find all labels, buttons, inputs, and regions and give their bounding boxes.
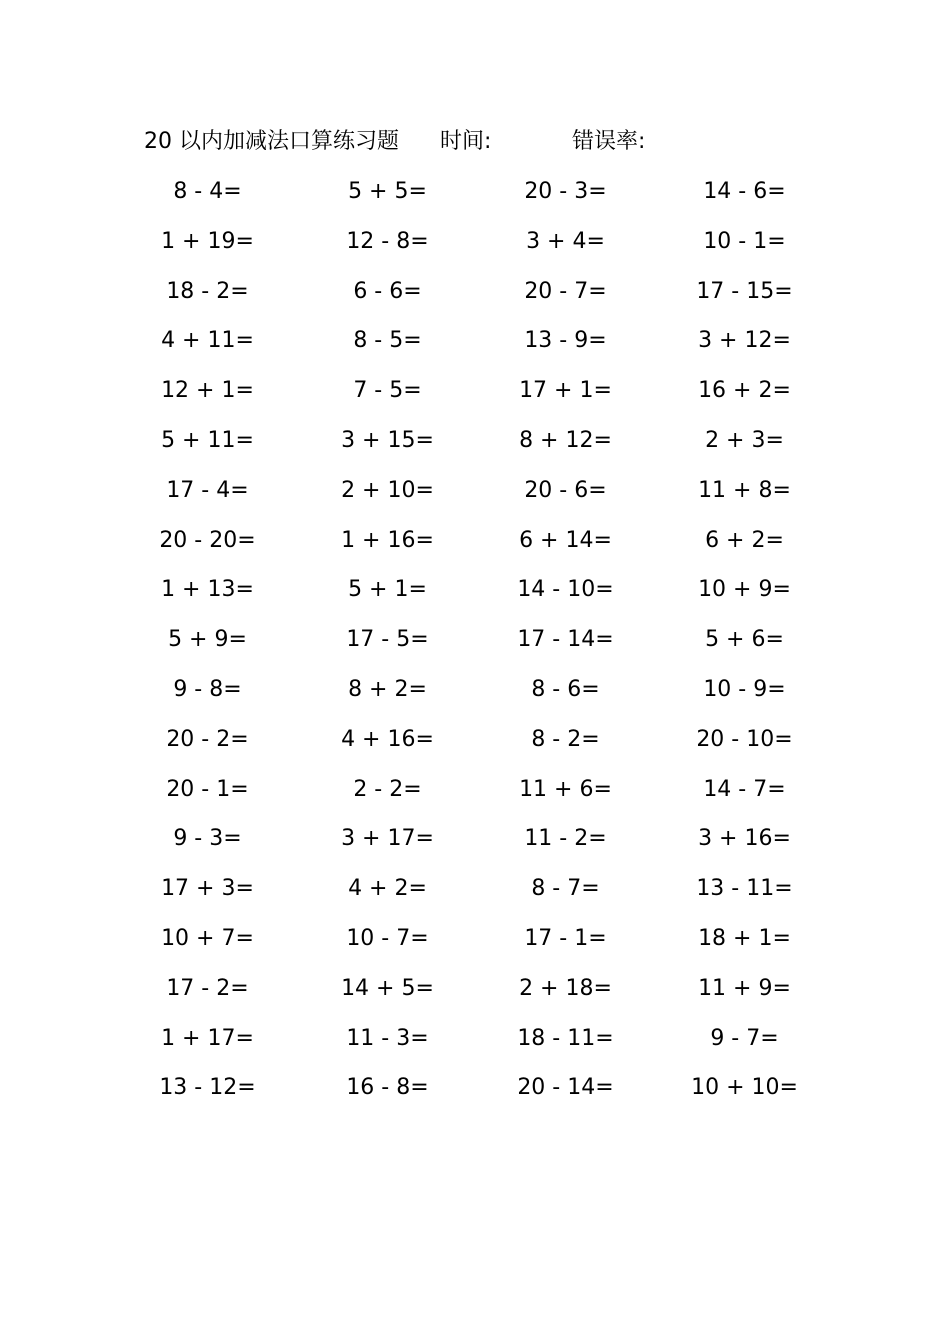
math-problem: 12 - 8= xyxy=(346,228,429,254)
math-problem: 14 - 10= xyxy=(517,577,614,603)
problem-grid xyxy=(120,172,820,1118)
math-problem: 17 - 5= xyxy=(346,627,429,653)
math-problem: 8 + 2= xyxy=(348,676,427,702)
problem-row xyxy=(120,1019,820,1069)
math-problem: 4 + 2= xyxy=(348,876,427,902)
math-problem: 10 + 7= xyxy=(161,925,254,951)
problem-row xyxy=(120,770,820,820)
math-problem: 17 - 1= xyxy=(524,925,607,951)
math-problem: 17 - 14= xyxy=(517,627,614,653)
math-problem: 6 - 6= xyxy=(353,278,422,304)
math-problem: 9 - 8= xyxy=(173,676,242,702)
math-problem: 2 + 10= xyxy=(341,477,434,503)
problem-row xyxy=(120,222,820,272)
math-problem: 20 - 3= xyxy=(524,179,607,204)
math-problem: 20 - 7= xyxy=(524,278,607,304)
math-problem: 7 - 5= xyxy=(353,378,422,404)
math-problem: 10 - 9= xyxy=(703,676,786,702)
math-problem: 1 + 19= xyxy=(161,228,254,254)
math-problem: 5 + 1= xyxy=(348,577,427,603)
math-problem: 1 + 17= xyxy=(161,1025,254,1051)
math-problem: 11 - 2= xyxy=(524,826,607,852)
math-problem: 18 - 11= xyxy=(517,1025,614,1051)
math-problem: 14 + 5= xyxy=(341,975,434,1001)
math-problem: 13 - 9= xyxy=(524,328,607,354)
problem-row xyxy=(120,919,820,969)
math-problem: 14 - 7= xyxy=(703,776,786,802)
math-problem: 6 + 2= xyxy=(705,527,784,553)
math-problem: 3 + 15= xyxy=(341,427,434,453)
math-problem: 2 + 3= xyxy=(705,427,784,453)
problem-row xyxy=(120,819,820,869)
math-problem: 17 - 2= xyxy=(166,975,249,1001)
math-problem: 8 - 2= xyxy=(531,726,600,752)
worksheet-title: 20 以内加减法口算练习题 xyxy=(144,129,399,154)
math-problem: 6 + 14= xyxy=(519,527,612,553)
math-problem: 20 - 20= xyxy=(159,527,256,553)
math-problem: 10 - 7= xyxy=(346,925,429,951)
math-problem: 8 + 12= xyxy=(519,427,612,453)
math-problem: 3 + 4= xyxy=(526,228,605,254)
math-problem: 13 - 12= xyxy=(159,1075,256,1101)
error-rate-label: 错误率: xyxy=(572,129,646,154)
math-problem: 20 - 14= xyxy=(517,1075,614,1101)
math-problem: 5 + 5= xyxy=(348,179,427,204)
problem-row xyxy=(120,969,820,1019)
math-problem: 2 + 18= xyxy=(519,975,612,1001)
math-problem: 3 + 16= xyxy=(698,826,791,852)
math-problem: 8 - 7= xyxy=(531,876,600,902)
math-problem: 20 - 2= xyxy=(166,726,249,752)
problem-row xyxy=(120,869,820,919)
math-problem: 10 + 10= xyxy=(691,1075,798,1101)
math-problem: 12 + 1= xyxy=(161,378,254,404)
math-problem: 11 + 6= xyxy=(519,776,612,802)
math-problem: 5 + 11= xyxy=(161,427,254,453)
math-problem: 16 + 2= xyxy=(698,378,791,404)
problem-row xyxy=(120,670,820,720)
math-problem: 5 + 9= xyxy=(168,627,247,653)
math-problem: 3 + 12= xyxy=(698,328,791,354)
math-problem: 20 - 10= xyxy=(696,726,793,752)
problem-row xyxy=(120,272,820,322)
math-problem: 4 + 11= xyxy=(161,328,254,354)
math-problem: 16 - 8= xyxy=(346,1075,429,1101)
math-problem: 13 - 11= xyxy=(696,876,793,902)
math-problem: 1 + 16= xyxy=(341,527,434,553)
problem-row xyxy=(120,521,820,571)
math-problem: 4 + 16= xyxy=(341,726,434,752)
math-problem: 17 - 15= xyxy=(696,278,793,304)
math-problem: 2 - 2= xyxy=(353,776,422,802)
problem-row xyxy=(120,371,820,421)
math-problem: 9 - 3= xyxy=(173,826,242,852)
math-problem: 17 - 4= xyxy=(166,477,249,503)
math-problem: 8 - 4= xyxy=(173,179,242,204)
math-problem: 18 - 2= xyxy=(166,278,249,304)
math-problem: 3 + 17= xyxy=(341,826,434,852)
math-problem: 20 - 1= xyxy=(166,776,249,802)
math-problem: 1 + 13= xyxy=(161,577,254,603)
math-problem: 10 + 9= xyxy=(698,577,791,603)
math-problem: 17 + 3= xyxy=(161,876,254,902)
problem-row xyxy=(120,720,820,770)
math-problem: 20 - 6= xyxy=(524,477,607,503)
math-problem: 10 - 1= xyxy=(703,228,786,254)
math-problem: 18 + 1= xyxy=(698,925,791,951)
math-problem: 8 - 5= xyxy=(353,328,422,354)
math-problem: 11 + 9= xyxy=(698,975,791,1001)
problem-row xyxy=(120,471,820,521)
math-problem: 14 - 6= xyxy=(703,179,786,204)
problem-row xyxy=(120,1068,820,1118)
problem-row xyxy=(120,620,820,670)
math-problem: 8 - 6= xyxy=(531,676,600,702)
math-problem: 11 + 8= xyxy=(698,477,791,503)
math-problem: 11 - 3= xyxy=(346,1025,429,1051)
problem-row xyxy=(120,172,820,222)
math-problem: 9 - 7= xyxy=(710,1025,779,1051)
worksheet-header xyxy=(144,126,764,158)
math-problem: 17 + 1= xyxy=(519,378,612,404)
math-problem: 5 + 6= xyxy=(705,627,784,653)
problem-row xyxy=(120,321,820,371)
problem-row xyxy=(120,421,820,471)
problem-row xyxy=(120,570,820,620)
time-label: 时间: xyxy=(440,129,492,154)
